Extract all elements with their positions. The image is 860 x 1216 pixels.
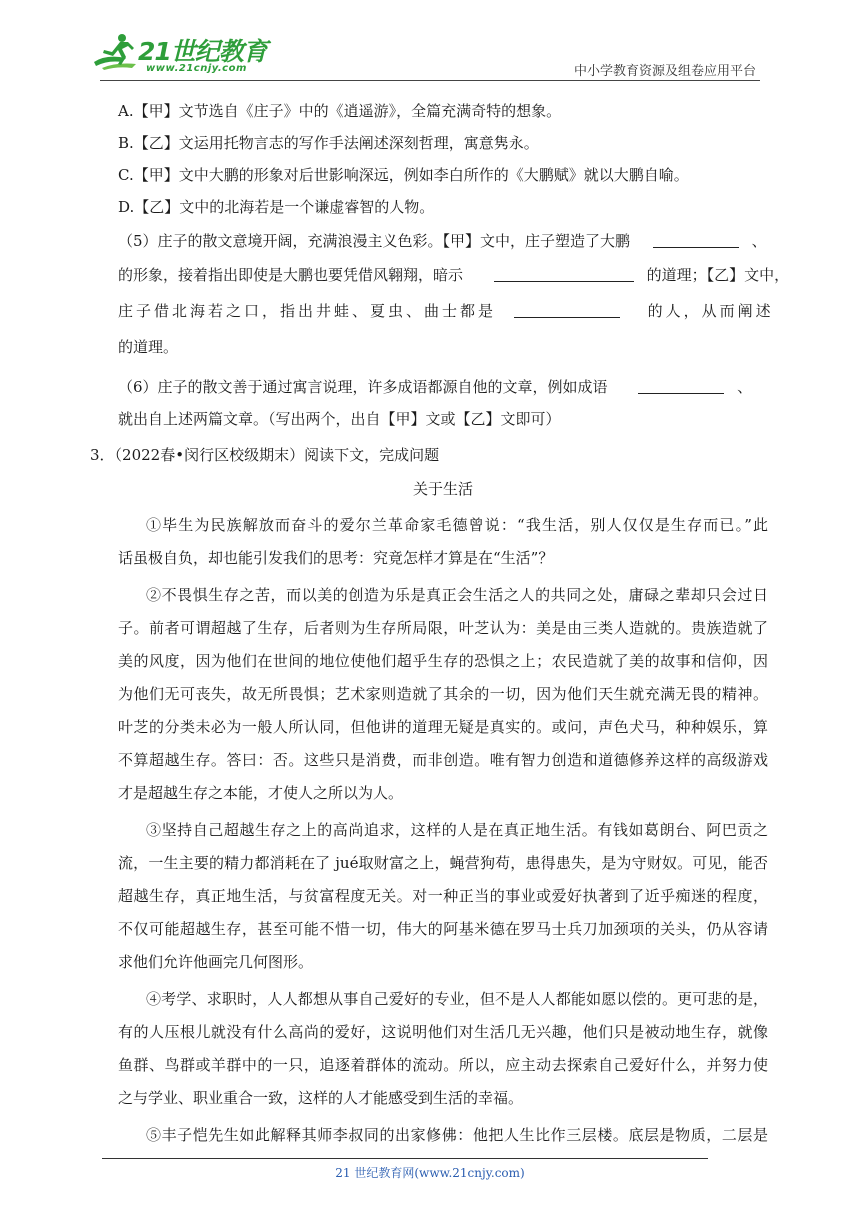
article-line: 子。前者可谓超越了生存，后者则为生存所局限，叶芝认为：美是由三类人造就的。贵族造就了 <box>118 619 768 637</box>
article-line: 鱼群、鸟群或羊群中的一只，追逐着群体的流动。所以，应主动去探索自己爱好什么，并努力使 <box>118 1056 768 1074</box>
q5-line-1 <box>118 225 768 257</box>
q5-text: （5）庄子的散文意境开阔，充满浪漫主义色彩。【甲】文中，庄子塑造了大鹏 <box>118 232 631 250</box>
page-header <box>0 0 860 82</box>
article-line: 求他们允许他画完几何图形。 <box>118 953 314 971</box>
header-divider <box>100 80 760 81</box>
q6-line-1 <box>118 371 768 403</box>
article-title: 关于生活 <box>412 480 473 498</box>
option-d: D.【乙】文中的北海若是一个谦虚睿智的人物。 <box>118 198 435 216</box>
q6-text: （6）庄子的散文善于通过寓言说理，许多成语都源自他的文章，例如成语 <box>118 378 608 396</box>
question-3-heading: 3．（2022春•闵行区校级期末）阅读下文，完成问题 <box>90 446 440 464</box>
article-line: 之与学业、职业重合一致，这样的人才能感受到生活的幸福。 <box>118 1089 524 1107</box>
q5-text: 、 <box>751 232 767 250</box>
article-line: 超越生存，真正地生活，与贫富程度无关。对一种正当的事业或爱好执著到了近乎痴迷的程度， <box>118 887 768 905</box>
q6-line-2: 就出自上述两篇文章。（写出两个，出自【甲】文或【乙】文即可） <box>118 410 561 428</box>
article-line: ⑤丰子恺先生如此解释其师李叔同的出家修佛：他把人生比作三层楼。底层是物质，二层是 <box>146 1126 768 1144</box>
site-logo[interactable] <box>92 30 267 80</box>
q5-text: 的人，从而阐述 <box>647 302 774 320</box>
runner-logo-icon <box>92 32 140 72</box>
logo-brand-text: 21世纪教育 <box>138 37 267 66</box>
q5-text: 庄子借北海若之口，指出井蛙、夏虫、曲士都是 <box>118 302 497 320</box>
footer-divider <box>102 1158 708 1159</box>
article-line: ③坚持自己超越生存之上的高尚追求，这样的人是在真正地生活。有钱如葛朗台、阿巴贡之 <box>146 821 768 839</box>
q5-line-3 <box>118 293 774 329</box>
footer-link[interactable]: 21 世纪教育网(www.21cnjy.com) <box>335 1166 525 1180</box>
option-b: B.【乙】文运用托物言志的写作手法阐述深刻哲理，寓意隽永。 <box>118 134 539 152</box>
document-body <box>90 95 790 1152</box>
option-c: C.【甲】文中大鹏的形象对后世影响深远，例如李白所作的《大鹏赋》就以大鹏自喻。 <box>118 166 689 184</box>
answer-blank[interactable] <box>514 299 620 318</box>
article-line: 美的风度，因为他们在世间的地位使他们超乎生存的恐惧之上；农民造就了美的故事和信仰，因 <box>118 652 768 670</box>
article-line: 话虽极自负，却也能引发我们的思考：究竟怎样才算是在“生活”？ <box>118 549 554 567</box>
article-line: 不算超越生存。答曰：否。这些只是消费，而非创造。唯有智力创造和道德修养这样的高级游戏 <box>118 751 768 769</box>
q5-text: 的形象，接着指出即使是大鹏也要凭借风翱翔，暗示 <box>118 266 464 284</box>
article-line: 才是超越生存之本能，才使人之所以为人。 <box>118 784 404 802</box>
article-line: ①毕生为民族解放而奋斗的爱尔兰革命家毛德曾说：“我生活，别人仅仅是生存而已。”此 <box>146 516 768 534</box>
article-line: ②不畏惧生存之苦，而以美的创造为乐是真正会生活之人的共同之处，庸碌之辈却只会过日 <box>146 586 768 604</box>
article-line: 不仅可能超越生存，甚至可能不惜一切，伟大的阿基米德在罗马士兵刀加颈项的关头，仍从容请 <box>118 920 768 938</box>
answer-blank[interactable] <box>638 375 724 394</box>
logo-url-text: www.21cnjy.com <box>146 63 247 74</box>
article-line: ④考学、求职时，人人都想从事自己爱好的专业，但不是人人都能如愿以偿的。更可悲的是， <box>146 990 768 1008</box>
q5-line-2 <box>118 257 790 293</box>
article-line: 流，一生主要的精力都消耗在了 jué取财富之上，蝇营狗苟，患得患失，是为守财奴。可见，能否 <box>118 854 768 872</box>
q5-line-4: 的道理。 <box>118 338 179 356</box>
article-line: 有的人压根儿就没有什么高尚的爱好，这说明他们对生活几无兴趣，他们只是被动地生存，就像 <box>118 1023 768 1041</box>
article-body <box>118 509 768 1152</box>
answer-blank[interactable] <box>653 229 739 248</box>
article-line: 叶芝的分类未必为一般人所认同，但他讲的道理无疑是真实的。或问，声色犬马，种种娱乐，算 <box>118 718 768 736</box>
article-line: 为他们无可丧失，故无所畏惧；艺术家则造就了其余的一切，因为他们天生就充满无畏的精神。 <box>118 685 768 703</box>
platform-tagline: 中小学教育资源及组卷应用平台 <box>573 64 756 79</box>
q6-text: 、 <box>737 378 753 396</box>
q5-text: 的道理；【乙】文中， <box>646 266 790 284</box>
option-a: A.【甲】文节选自《庄子》中的《逍遥游》，全篇充满奇特的想象。 <box>118 102 562 120</box>
answer-blank[interactable] <box>494 263 634 282</box>
